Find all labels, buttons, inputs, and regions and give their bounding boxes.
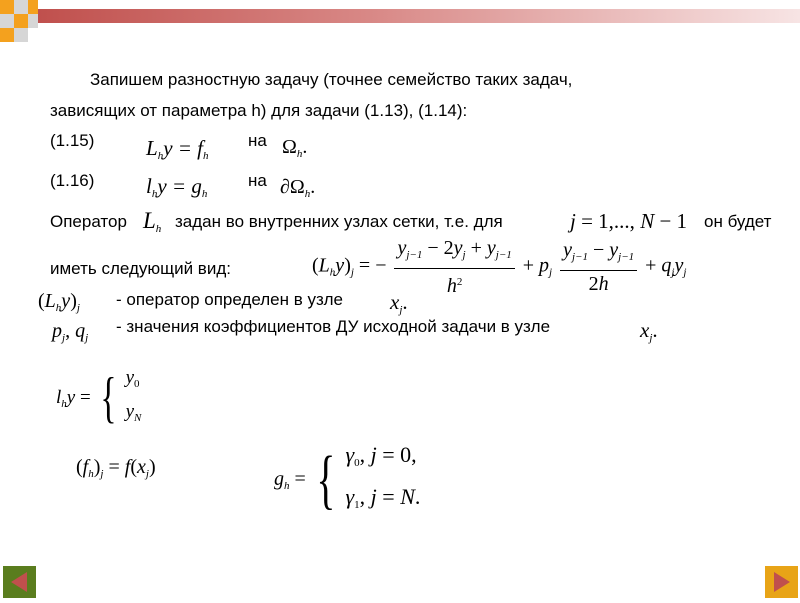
header-square-grey [14,28,28,42]
formula-lh-y-eq-gh: $l_hy = g_h$ [146,174,208,200]
na-label-2: на [248,171,267,190]
boundary-omega-h: $\partial\Omega_h$. [280,176,316,200]
operator-lh: $L_h$ [143,208,162,235]
eq-label-1-16: (1.16) [50,171,95,190]
header-square-orange [0,28,14,42]
header-square-orange [28,0,38,14]
coeffs-pj-qj: $p_j$, $q_j$ [52,320,89,344]
node-xj-1: $x_j$. [390,290,408,316]
operator-description: задан во внутренних узлах сетки, т.е. для [175,212,503,231]
formula-lh-y-eq-fh: $L_hy = f_h$ [146,136,209,162]
difference-operator-formula: $(L_hy)_j$ = − $\frac{y_{j-1} - 2y_j + y_{j-1}}{h^2}$ + $p_j$ $\frac{y_{j-1} - y_{j-1}}{2h}$ + $q_jy_j$ [312,237,687,297]
omega-h: $\Omega_h$. [282,136,308,160]
eq-label-1-15: (1.15) [50,131,95,150]
triangle-left-icon [3,566,36,598]
form-intro: иметь следующий вид: [50,259,231,278]
header-square-grey [14,0,28,14]
intro-line-1: Запишем разностную задачу (точнее семейство таких задач, [90,70,573,89]
index-range: j = 1,..., N − 1 [570,209,688,233]
fh-formula: $(f_h)_j = f(x_j)$ [76,456,156,480]
bullet-coefficients: - значения коэффициентов ДУ исходной задачи в узле [116,317,551,336]
header-square-grey [0,14,14,28]
operator-tail: он будет [704,212,772,231]
triangle-right-icon [765,566,798,598]
header-bar [38,9,800,23]
header-square-orange [0,0,14,14]
bullet-operator-node: - оператор определен в узле [116,290,343,309]
header-square-grey [28,14,38,28]
gh-system: $g_h$ = { $\gamma_0$, j = 0, $\gamma_1$, j = N. [274,442,421,516]
intro-line-2: зависящих от параметра h) для задачи (1.13), (1.14): [50,101,468,120]
operator-word: Оператор [50,212,127,231]
boundary-operator-system: $l_hy$ = { $y_0$ $y_N$ [56,367,142,429]
next-slide-button[interactable] [765,566,798,598]
lh-y-j: $(L_hy)_j$ [38,290,80,314]
prev-slide-button[interactable] [3,566,36,598]
node-xj-2: $x_j$. [640,318,658,344]
na-label-1: на [248,131,267,150]
header-square-orange [14,14,28,28]
